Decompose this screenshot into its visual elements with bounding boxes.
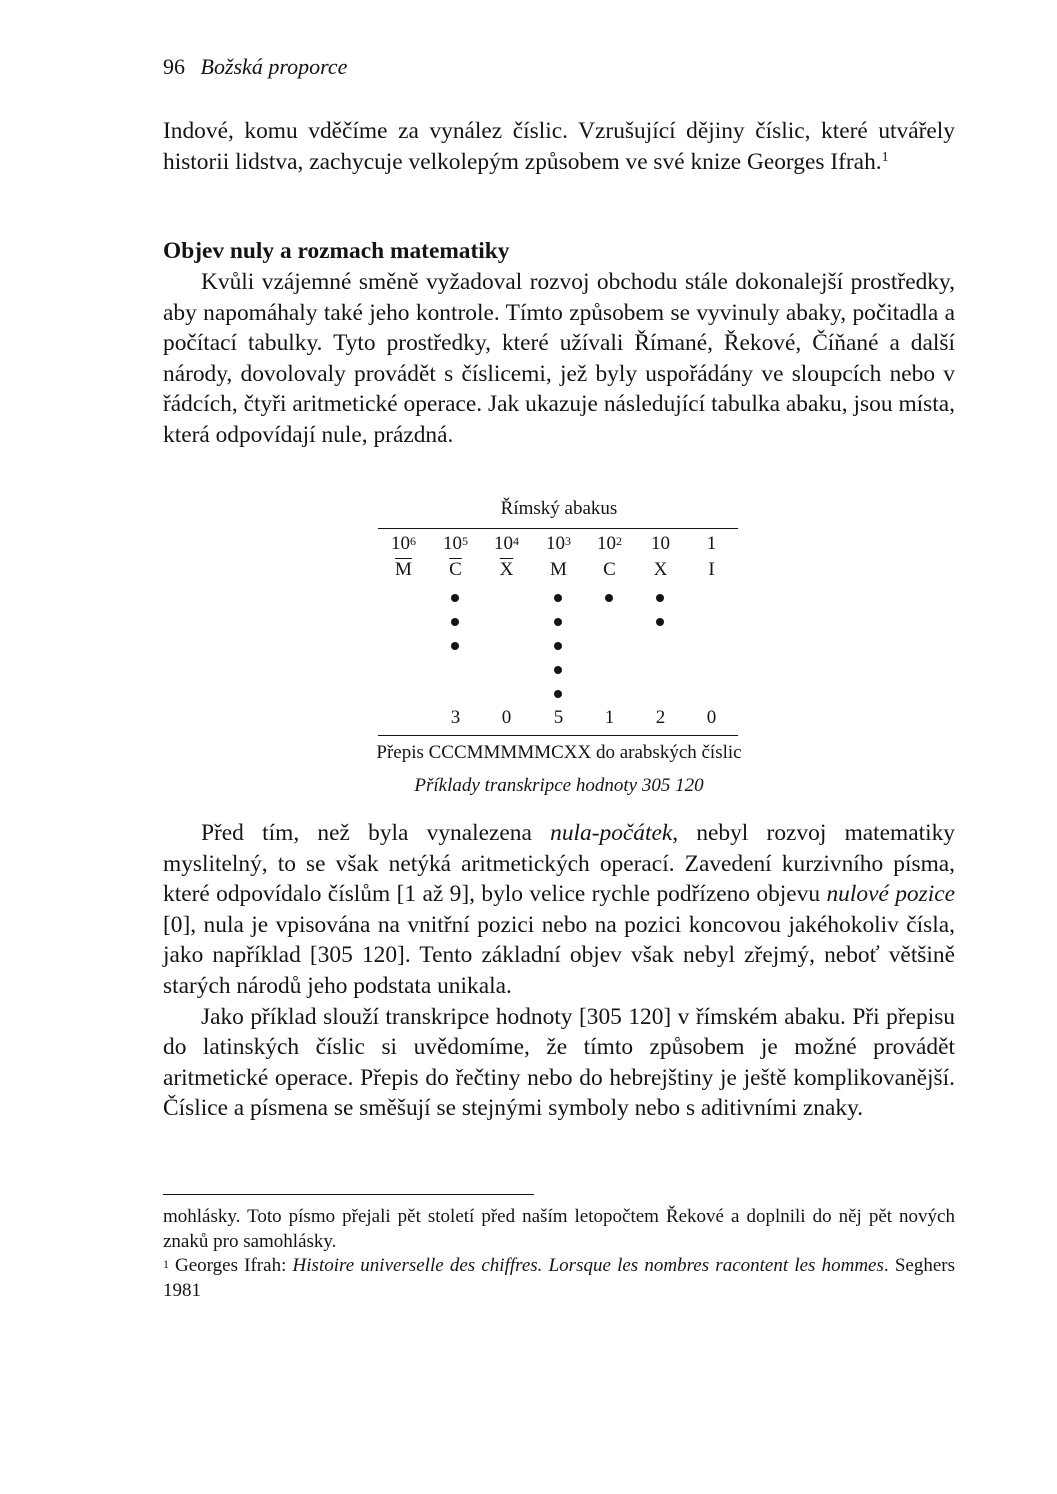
power-base: 10 (494, 533, 513, 554)
abacus-counter (605, 594, 613, 602)
arabic-digit: 0 (706, 707, 717, 728)
roman-numeral: X (653, 559, 668, 580)
column-power (378, 532, 429, 556)
page-number: 96 (163, 54, 185, 79)
roman-numeral: C (603, 559, 616, 580)
abacus-counter (451, 594, 459, 602)
power-exponent: 3 (565, 534, 571, 548)
arabic-digit: 3 (450, 707, 461, 728)
abacus-counter (554, 690, 562, 698)
column-power (635, 532, 686, 556)
power-base: 10 (391, 533, 410, 554)
paragraph-transcription: Jako příklad slouží transkripce hodnoty [305 120] v římském abaku. Při přepisu do latinských číslic si uvědomíme, že tímto způsobem je možné provádět aritmetické operace. Přepis do řečtiny nebo do hebrejštiny je ještě komplikovanější. Číslice a písmena se směšují se stejnými symboly nebo s aditivními znaky. (163, 1003, 955, 1122)
roman-numeral: $\overline{M}$ (395, 559, 412, 580)
abacus-counter (656, 594, 664, 602)
paragraph-zero: Před tím, než byla vynalezena nula-počátek, nebyl rozvoj matematiky myslitelný, to se však netýká aritmetických operací. Zavedení kurzivního písma, které odpovídalo číslům [1 až 9], bylo velice rychle podřízeno objevu nulové pozice [0], nula je vpisována na vnitřní pozici nebo na pozici koncovou jakéhokoliv čísla, jako například [305 120]. Tento základní objev však nebyl zřejmý, neboť většině starých národů jeho podstata unikala. Jako příklad slouží transkripce hodnoty [305 120] v římském abaku. Při přepisu do latinských číslic si uvědomíme, že tímto způsobem je možné provádět aritmetické operace. Přepis do řečtiny nebo do hebrejštiny je ještě komplikovanější. Číslice a písmena se směšují se stejnými symboly nebo s aditivními znaky. (163, 818, 955, 1124)
arabic-digit: 2 (655, 707, 666, 728)
column-power (584, 532, 635, 556)
abacus-grid (378, 532, 738, 728)
footnote-1: $^1$ Georges Ifrah: Histoire universelle des chiffres. Lorsque les nombres racontent les hommes. Seghers 1981 (163, 1255, 955, 1301)
power-exponent: 4 (513, 534, 519, 548)
abacus-counter (554, 594, 562, 602)
abacus-title: Římský abakus (500, 498, 618, 519)
roman-numeral: $\overline{C}$ (449, 559, 462, 580)
abacus-subcaption: Příklady transkripce hodnoty 305 120 (414, 775, 704, 796)
paragraph-abacus-intro: Kvůli vzájemné směně vyžadoval rozvoj obchodu stále dokonalejší prostředky, aby napomáhaly také jeho kontrole. Tímto způsobem se vyvinuly abaky, počitadla a počítací tabulky. Tyto prostředky, které užívali Římané, Řekové, Číňané a další národy, dovolovaly provádět s číslicemi, jež byly uspořádány ve sloupcích nebo v řádcích, čtyři aritmetické operace. Jak ukazuje následující tabulka abaku, jsou místa, která odpovídají nule, prázdná. (163, 269, 955, 448)
abacus-counter (451, 618, 459, 626)
roman-numeral: $\overline{X}$ (499, 559, 514, 580)
running-header (163, 54, 347, 80)
abacus-caption: Přepis CCCMMMMMCXX do arabských číslic (376, 742, 742, 763)
abacus-counter (656, 618, 664, 626)
term-nula-pocatek: nula-počátek (550, 820, 673, 846)
column-power (481, 532, 532, 556)
term-nulove-pozice: nulové pozice (826, 881, 955, 908)
power-base: 1 (706, 533, 717, 554)
arabic-digit: 5 (553, 707, 564, 728)
abacus-counter (554, 618, 562, 626)
footnote-ref-1: 1 (881, 149, 889, 165)
abacus-counter (451, 642, 459, 650)
column-power (430, 532, 481, 556)
table-bottom-rule (378, 735, 738, 736)
abacus-counter (554, 666, 562, 674)
roman-numeral: M (550, 559, 567, 580)
power-exponent: 2 (616, 534, 622, 548)
power-base: 10 (651, 533, 670, 554)
power-exponent: 5 (462, 534, 468, 548)
power-base: 10 (546, 533, 565, 554)
power-base: 10 (597, 533, 616, 554)
footnote-1-mark: 1 (163, 1257, 169, 1271)
table-top-rule (378, 528, 738, 529)
arabic-digit: 1 (604, 707, 615, 728)
roman-numeral: I (708, 559, 715, 580)
abacus-counter (554, 642, 562, 650)
paragraph-intro: Indové, komu vděčíme za vynález číslic. Vzrušující dějiny číslic, které utvářely historii lidstva, zachycuje velkolepým způsobem ve své knize Georges Ifrah.$^1$ (163, 118, 955, 175)
power-exponent: 6 (410, 534, 416, 548)
running-title: Božská proporce (200, 54, 348, 79)
arabic-digit: 0 (501, 707, 512, 728)
section-heading: Objev nuly a rozmach matematiky (163, 238, 510, 264)
footnote-rule (163, 1194, 534, 1195)
column-power (686, 532, 737, 556)
column-power (533, 532, 584, 556)
power-base: 10 (443, 533, 462, 554)
footnote-continued: mohlásky. Toto písmo přejali pět století před naším letopočtem Řekové a doplnili do něj pět nových znaků pro samohlásky. (163, 1206, 955, 1252)
